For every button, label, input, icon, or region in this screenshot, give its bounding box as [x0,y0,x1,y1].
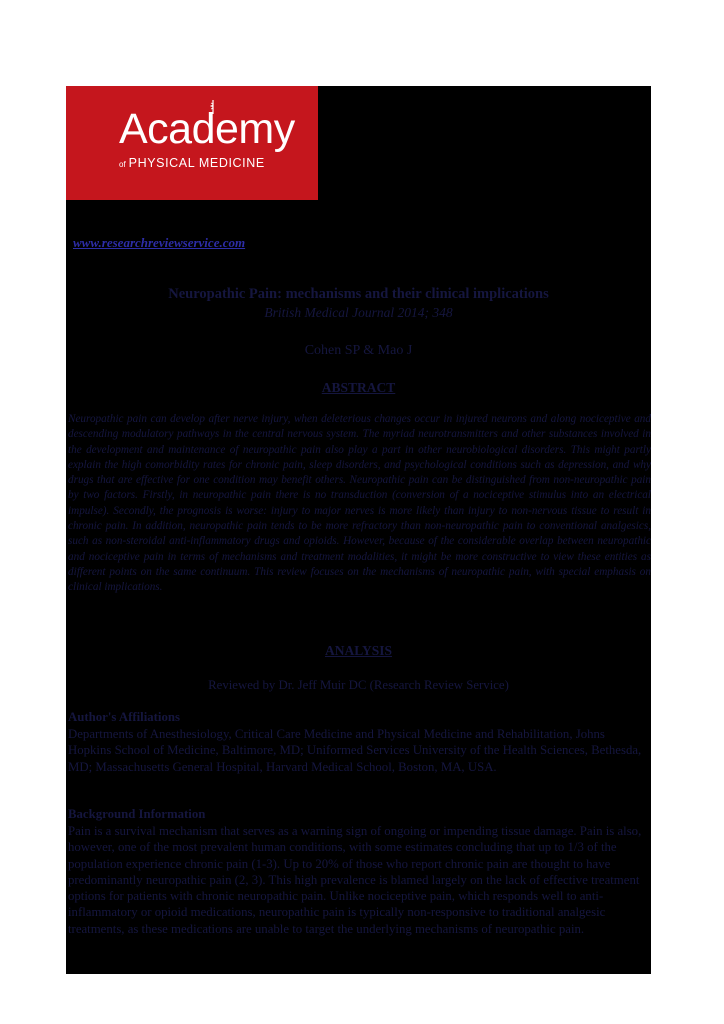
affiliations-heading: Author's Affiliations [68,710,180,724]
article-authors: Cohen SP & Mao J [304,343,413,358]
background-heading: Background Information [68,807,206,821]
logo-subtitle [119,156,265,170]
background-text: Pain is a survival mechanism that serves as a warning sign of ongoing or impending tissue damage. Pain is also, however, one of the most prevalent human conditions, with some estimates concluding that up to 1/3 of the population experience chronic pain (1-3). Up to 20% of those who report chronic pain are thought to have predominantly neuropathic pain (2, 3). This high prevalence is blamed largely on the lack of effective treatment options for patients with chronic neuropathic pain. Unlike nociceptive pain, which responds well to anti-inflammatory or opioid medications, neuropathic pain is typically non-responsive to traditional analgesic treatments, as these medications are unable to target the underlying mechanisms of neuropathic pain. [68,824,642,936]
logo-wordmark: Academy [119,105,295,153]
logo-subtitle-text: PHYSICAL MEDICINE [128,156,265,170]
article-journal: British Medical Journal 2014; 348 [264,305,453,320]
document-page [66,86,651,974]
analysis-heading: ANALYSIS [324,643,393,658]
affiliations-text: Departments of Anesthesiology, Critical Care Medicine and Physical Medicine and Rehabilitation, Johns Hopkins School of Medicine, Baltimore, MD; Uniformed Services University of the Health Sciences, Bethesda, MD; Massachusetts General Hospital, Harvard Medical School, Boston, MA, USA. [68,727,642,774]
website-link[interactable]: www.researchreviewservice.com [73,235,246,250]
reviewed-by: Reviewed by Dr. Jeff Muir DC (Research Review Service) [208,678,509,692]
logo-subtitle-of: of [119,160,126,169]
abstract-heading: ABSTRACT [321,380,396,395]
article-title: Neuropathic Pain: mechanisms and their clinical implications [168,286,549,302]
academy-logo [66,86,318,200]
abstract-text: Neuropathic pain can develop after nerve injury, when deleterious changes occur in injured neurons and along nociceptive and descending modulatory pathways in the central nervous system. The myriad neurotransmitters and other substances involved in the development and maintenance of neuropathic pain also play a part in other neurobiological disorders. This might partly explain the high comorbidity rates for chronic pain, sleep disorders, and psychological conditions such as depression, and why drugs that are effective for one condition may benefit others. Neuropathic pain can be distinguished from non-neuropathic pain by two factors. Firstly, in neuropathic pain there is no transduction (conversion of a nociceptive stimulus into an electrical impulse). Secondly, the prognosis is worse: injury to major nerves is more likely than injury to non-nervous tissue to result in chronic pain. In addition, neuropathic pain tends to be more refractory than non-neuropathic pain to conventional analgesics, such as non-steroidal anti-inflammatory drugs and opioids. However, because of the considerable overlap between neuropathic and nociceptive pain in terms of mechanisms and treatment modalities, it might be more constructive to view these entities as different points on the same continuum. This review focuses on the mechanisms of neuropathic pain, with special emphasis on clinical implications. [68,413,651,594]
